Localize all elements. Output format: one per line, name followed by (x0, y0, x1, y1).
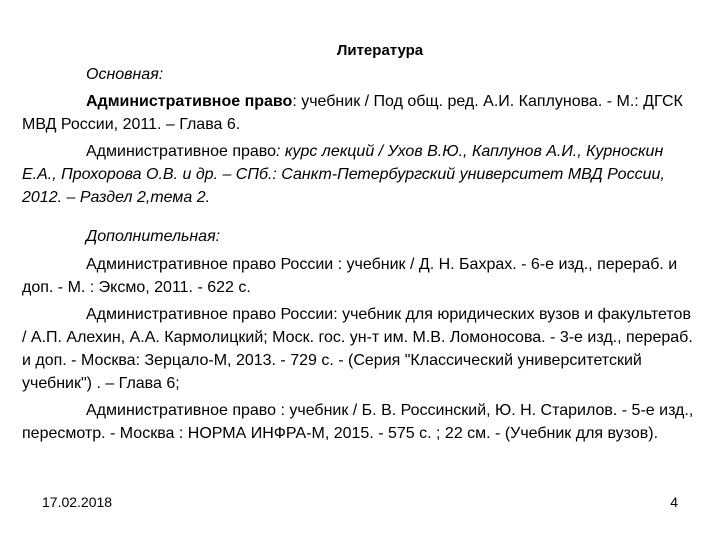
reference-main-2-lead: Административное право (86, 143, 277, 160)
footer-date: 17.02.2018 (42, 494, 113, 510)
reference-extra-2: Административное право России: учебник для юридических вузов и факультетов / А.П. Алехин, А.А. Кармолицкий; Моск. гос. ун-т им. М.В. Ломоносова. - 3-е изд., перераб. и доп. - Москва: Зерцало-М, 2013. - 729 с. - (Серия "Классический университетский учебник") . – Глава 6; (22, 306, 693, 392)
reference-main-1-lead: Административное право (86, 93, 293, 110)
reference-main-2 (22, 140, 698, 209)
reference-extra-3: Административное право : учебник / Б. В. Россинский, Ю. Н. Старилов. - 5-е изд., пересмотр. - Москва : НОРМА ИНФРА-М, 2015. - 575 с. ; 22 см. - (Учебник для вузов). (22, 402, 694, 442)
reference-main-1 (22, 90, 698, 136)
section-main-label: Основная: (86, 66, 164, 83)
page-number: 4 (670, 494, 678, 510)
reference-main-1-text: : учебник / Под общ. ред. А.И. Каплунова. - М.: ДГСК МВД России, 2011. – Глава 6. (22, 93, 683, 133)
section-extra-label: Дополнительная: (86, 228, 221, 245)
reference-main-2-text: : курс лекций / Ухов В.Ю., Каплунов А.И., Курноскин Е.А., Прохорова О.В. и др. – СПб.: Санкт-Петербургский университет МВД России, 2012. – Раздел 2,тема 2. (22, 143, 665, 206)
reference-extra-1: Административное право России : учебник / Д. Н. Бахрах. - 6-е изд., перераб. и доп. - М. : Эксмо, 2011. - 622 с. (22, 256, 678, 296)
slide-title: Литература (336, 42, 424, 59)
